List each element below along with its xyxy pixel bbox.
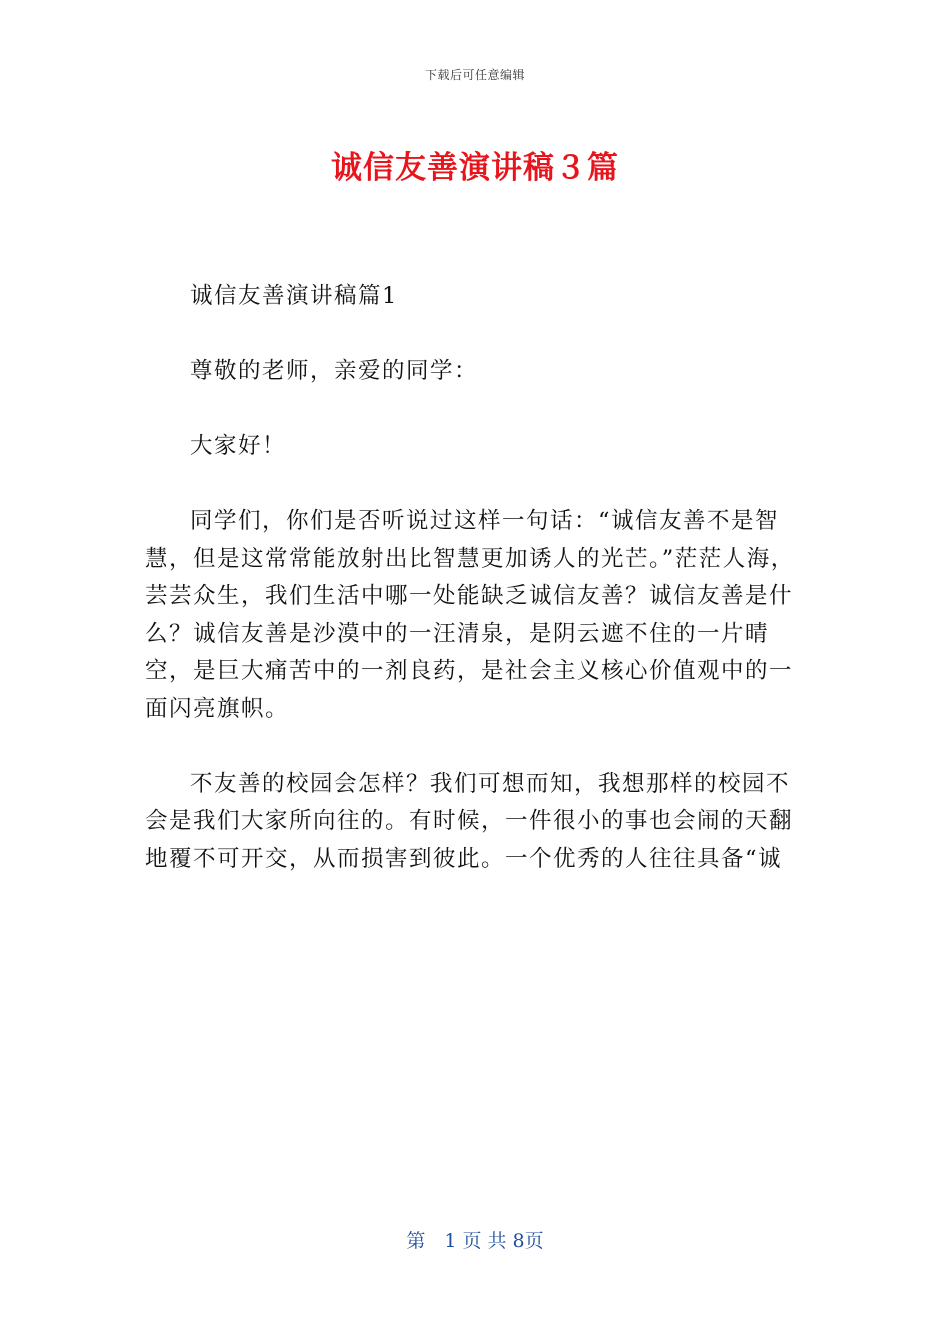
paragraph-body-1: 同学们，你们是否听说过这样一句话：“诚信友善不是智慧，但是这常常能放射出比智慧更加诱人的光芒。”茫茫人海，芸芸众生，我们生活中哪一处能缺乏诚信友善？诚信友善是什么？诚信友善是沙漠中的一汪清泉，是阴云遮不住的一片晴空，是巨大痛苦中的一剂良药，是社会主义核心价值观中的一面闪亮旗帜。 [145, 508, 795, 722]
paragraph-body-2: 不友善的校园会怎样？我们可想而知，我想那样的校园不会是我们大家所向往的。有时候，一件很小的事也会闹的天翻地覆不可开交，从而损害到彼此。一个优秀的人往往具备“诚 [145, 770, 794, 872]
paragraph-salutation: 尊敬的老师，亲爱的同学： [190, 358, 479, 384]
paragraph-greeting: 大家好！ [190, 433, 287, 459]
document-title: 诚信友善演讲稿３篇 [331, 150, 619, 186]
document-body [145, 278, 805, 878]
header-note: 下载后可任意编辑 [424, 68, 525, 82]
paragraph-section-heading: 诚信友善演讲稿篇1 [190, 283, 398, 309]
page-number-footer: 第 1 页 共 8页 [406, 1230, 544, 1252]
